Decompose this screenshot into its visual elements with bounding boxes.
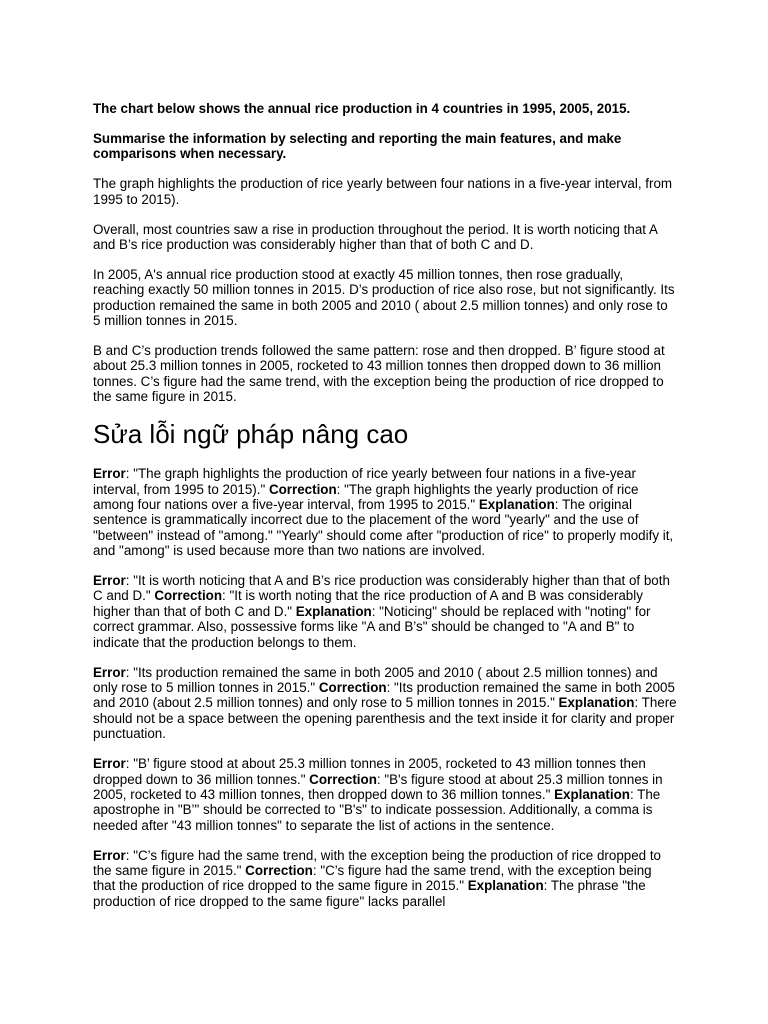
explanation-text: : There should not be a space between the opening parenthesis and the text inside it for clarity and proper punctuation. (93, 695, 677, 742)
correction-entry-1 (93, 466, 677, 558)
error-label: Error (93, 664, 126, 680)
correction-entry-4 (93, 756, 677, 833)
correction-label: Correction (309, 771, 377, 787)
section-heading: Sửa lỗi ngữ pháp nâng cao (93, 419, 409, 450)
error-text: : "C’s figure had the same trend, with the exception being the production of rice dropped to the same figure in 2015." (93, 847, 662, 879)
correction-entry-5 (93, 848, 677, 910)
explanation-label: Explanation (467, 878, 544, 894)
error-text: : "The graph highlights the production of rice yearly between four nations in a five-year interval, from 1995 to 2015)." (93, 466, 636, 497)
error-label: Error (93, 466, 126, 482)
document-page (93, 101, 677, 924)
error-label: Error (93, 573, 126, 589)
correction-text: : "B's figure stood at about 25.3 million tonnes in 2005, rocketed to 43 million tonnes, then dropped down to 36 million tonnes." (93, 771, 663, 802)
correction-text: : "It is worth noting that the rice production of A and B was considerably higher than that of both C and D." (93, 588, 643, 619)
essay-paragraph-intro: The graph highlights the production of rice yearly between four nations in a five-year interval, from 1995 to 2015). (93, 176, 673, 207)
correction-entry-2 (93, 573, 677, 650)
task-prompt-line-1: The chart below shows the annual rice production in 4 countries in 1995, 2005, 2015. (93, 101, 631, 116)
task-prompt-line-2: Summarise the information by selecting and reporting the main features, and make comparisons when necessary. (93, 130, 622, 162)
correction-text: : "C’s figure had the same trend, with the exception being that the production of rice dropped to the same figure in 2015." (93, 863, 652, 894)
essay-paragraph-overview: Overall, most countries saw a rise in production throughout the period. It is worth noticing that A and B’s rice production was considerably higher than that of both C and D. (93, 221, 658, 252)
essay-paragraph-body-2: B and C’s production trends followed the same pattern: rose and then dropped. B’ figure stood at about 25.3 million tonnes in 2005, rocketed to 43 million tonnes then dropped down to 36 million tonnes. C’s figure had the same trend, with the exception being the production of rice dropped to the same figure in 2015. (93, 342, 665, 405)
explanation-label: Explanation (554, 786, 630, 802)
explanation-text: : "Noticing" should be replaced with "noting" for correct grammar. Also, possessive forms like "A and B’s" should be changed to "A and B" to indicate that the production belongs to them. (93, 603, 651, 650)
correction-label: Correction (318, 679, 387, 695)
error-text: : "Its production remained the same in both 2005 and 2010 ( about 2.5 million tonnes) and only rose to 5 million tonnes in 2015." (93, 664, 658, 695)
correction-text: : "Its production remained the same in both 2005 and 2010 (about 2.5 million tonnes) and only rose to 5 million tonnes in 2015." (93, 679, 675, 711)
explanation-text: : The phrase "the production of rice dropped to the same figure" lacks parallel (93, 878, 646, 909)
explanation-text: : The apostrophe in "B’" should be corrected to "B's" to indicate possession. Additionally, a comma is needed after "43 million tonnes" to separate the list of actions in the sentence. (93, 786, 661, 833)
explanation-label: Explanation (558, 695, 635, 711)
correction-label: Correction (245, 863, 313, 879)
correction-text: : "The graph highlights the yearly production of rice among four nations over a five-year interval, from 1995 to 2015." (93, 481, 639, 512)
explanation-label: Explanation (295, 603, 372, 619)
correction-label: Correction (154, 588, 223, 604)
error-text: : "It is worth noticing that A and B’s rice production was considerably higher than that of both C and D." (93, 573, 670, 604)
error-text: : "B’ figure stood at about 25.3 million tonnes in 2005, rocketed to 43 million tonnes then dropped down to 36 million tonnes." (93, 756, 646, 787)
error-label: Error (93, 847, 126, 863)
explanation-text: : The original sentence is grammatically incorrect due to the placement of the word "yearly" and the use of "between" instead of "among." "Yearly" should come after "production of rice" to properly modify it, and "among" is used because more than two nations are involved. (93, 496, 674, 559)
explanation-label: Explanation (478, 496, 555, 512)
essay-paragraph-body-1: In 2005, A's annual rice production stood at exactly 45 million tonnes, then rose gradually, reaching exactly 50 million tonnes in 2015. D’s production of rice also rose, but not significantly. Its production remained the same in both 2005 and 2010 ( about 2.5 million tonnes) and only rose to 5 million tonnes in 2015. (93, 266, 675, 329)
error-label: Error (93, 756, 126, 772)
correction-entry-3 (93, 665, 677, 742)
correction-label: Correction (268, 481, 337, 497)
